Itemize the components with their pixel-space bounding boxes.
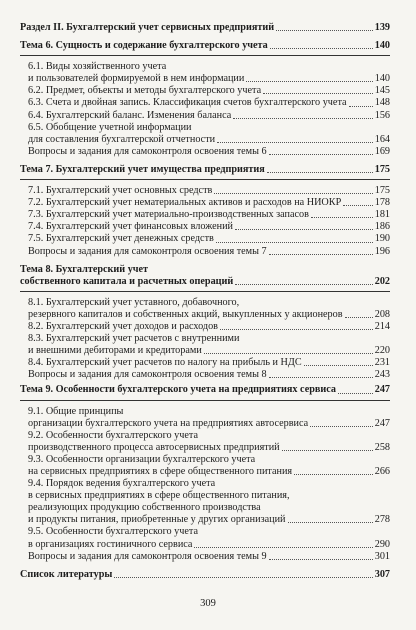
toc-entry-page: 169 [374, 145, 390, 157]
toc-entry[interactable] [20, 73, 390, 85]
toc-entry-page: 140 [374, 40, 390, 52]
toc-entry-title: 6.2. Предмет, объекты и методы бухгалтерского учета [28, 85, 262, 97]
dot-leader [267, 172, 373, 173]
dot-leader [338, 393, 373, 394]
toc-item-line: 9.4. Порядок ведения бухгалтерского учета [28, 478, 216, 490]
toc-entry[interactable] [20, 539, 390, 551]
dot-leader [282, 450, 373, 451]
toc-item-line: 6.5. Обобщение учетной информации [28, 121, 192, 133]
dot-leader [204, 353, 373, 354]
toc-item-line: реализующих продукцию собственного производства [28, 502, 261, 514]
toc-entry-page: 186 [374, 221, 390, 233]
toc-entry-page: 208 [374, 308, 390, 320]
dot-leader [304, 365, 373, 366]
divider [20, 55, 390, 56]
toc-entry-title: Раздел II. Бухгалтерский учет сервисных предприятий [20, 22, 275, 33]
toc-entry[interactable] [20, 309, 390, 321]
toc-item-line: 9.1. Общие принципы [28, 405, 124, 417]
dot-leader [220, 329, 373, 330]
toc-entry-page: 214 [374, 320, 390, 332]
toc-entry-page: 178 [374, 197, 390, 209]
toc-entry-page: 145 [374, 85, 390, 97]
toc-entry-title: Вопросы и задания для самоконтроля освоения темы 8 [28, 369, 267, 381]
toc-entry-title: 7.1. Бухгалтерский учет основных средств [28, 185, 213, 197]
dot-leader [269, 559, 373, 560]
toc-heading[interactable] [20, 569, 390, 581]
toc-entry-page: 190 [374, 233, 390, 245]
toc-entry[interactable] [20, 466, 390, 478]
toc-entry-title: 7.5. Бухгалтерский учет денежных средств [28, 233, 214, 245]
dot-leader [235, 284, 372, 285]
toc-entry-title: 7.4. Бухгалтерский учет финансовых вложений [28, 221, 233, 233]
toc-entry[interactable] [20, 146, 390, 158]
page-number: 309 [200, 598, 216, 609]
toc-entry[interactable] [20, 110, 390, 122]
toc-entry-title: Вопросы и задания для самоконтроля освоения темы 7 [28, 245, 267, 257]
dot-leader [235, 229, 373, 230]
toc-item-line: 6.1. Виды хозяйственного учета [28, 61, 167, 73]
toc-entry-title: 6.4. Бухгалтерский баланс. Изменения баланса [28, 109, 232, 121]
toc-entry[interactable] [20, 185, 390, 197]
table-of-contents [20, 22, 390, 581]
dot-leader [269, 377, 373, 378]
dot-leader [270, 48, 373, 49]
toc-entry[interactable] [20, 418, 390, 430]
toc-entry-page: 164 [374, 133, 390, 145]
toc-entry[interactable] [20, 209, 390, 221]
dot-leader [310, 426, 373, 427]
toc-entry[interactable] [20, 369, 390, 381]
toc-entry-title: 7.2. Бухгалтерский учет нематериальных активов и расходов на НИОКР [28, 197, 342, 209]
toc-entry-page: 181 [374, 209, 390, 221]
toc-entry-title: Вопросы и задания для самоконтроля освоения темы 6 [28, 145, 267, 157]
toc-item-line: 9.5. Особенности бухгалтерского учета [28, 526, 198, 538]
toc-heading[interactable] [20, 276, 390, 288]
toc-entry-page: 220 [374, 345, 390, 357]
toc-heading-line: Тема 8. Бухгалтерский учет [20, 263, 149, 275]
toc-item-line: 9.3. Особенности организации бухгалтерского учета [28, 453, 256, 465]
toc-entry-page: 247 [374, 417, 390, 429]
dot-leader [194, 547, 372, 548]
toc-entry[interactable] [20, 233, 390, 245]
toc-entry-page: 278 [374, 514, 390, 526]
toc-item-line: 9.2. Особенности бухгалтерского учета [28, 429, 198, 441]
toc-entry-page: 307 [374, 568, 390, 580]
dot-leader [345, 317, 373, 318]
dot-leader [263, 93, 373, 94]
dot-leader [276, 30, 373, 31]
toc-entry-page: 231 [374, 357, 390, 369]
toc-entry[interactable] [20, 345, 390, 357]
dot-leader [217, 142, 373, 143]
dot-leader [294, 474, 373, 475]
dot-leader [114, 577, 372, 578]
dot-leader [288, 522, 373, 523]
dot-leader [269, 254, 373, 255]
toc-entry[interactable] [20, 221, 390, 233]
toc-entry-page: 266 [374, 466, 390, 477]
toc-entry[interactable] [20, 321, 390, 333]
toc-entry-page: 247 [374, 384, 390, 396]
divider [20, 179, 390, 180]
toc-entry-page: 202 [374, 275, 390, 287]
dot-leader [343, 205, 372, 206]
toc-entry-page: 175 [374, 185, 390, 197]
toc-item-line: 8.3. Бухгалтерский учет расчетов с внутренними [28, 333, 240, 345]
toc-entry[interactable] [20, 551, 390, 563]
toc-entry-page: 301 [374, 550, 390, 562]
toc-heading[interactable] [20, 384, 390, 396]
toc-entry-page: 175 [374, 163, 390, 175]
dot-leader [349, 106, 373, 107]
toc-entry-page: 243 [374, 369, 390, 381]
toc-heading[interactable] [20, 164, 390, 176]
toc-entry-page: 196 [374, 245, 390, 257]
toc-entry-title: Тема 6. Сущность и содержание бухгалтерского учета [20, 40, 268, 52]
toc-heading[interactable] [20, 22, 390, 34]
toc-entry-page: 258 [374, 441, 390, 453]
toc-entry-title: 6.3. Счета и двойная запись. Классификация счетов бухгалтерского учета [28, 97, 347, 109]
toc-entry-title: в организациях гостиничного сервиса [28, 538, 193, 550]
toc-entry-title: 8.2. Бухгалтерский учет доходов и расходов [28, 320, 218, 332]
toc-entry-title: для составления бухгалтерской отчетности [28, 133, 216, 145]
toc-entry[interactable] [20, 85, 390, 97]
toc-entry[interactable] [20, 134, 390, 146]
toc-entry-page: 140 [374, 73, 390, 85]
dot-leader [233, 118, 372, 119]
toc-entry-page: 156 [374, 109, 390, 121]
toc-entry-page: 290 [374, 538, 390, 550]
toc-entry-title: и пользователей формируемой в нем информации [28, 73, 245, 85]
toc-entry-title: Тема 7. Бухгалтерский учет имущества предприятия [20, 163, 265, 175]
toc-entry-title: Вопросы и задания для самоконтроля освоения темы 9 [28, 550, 267, 562]
divider [20, 291, 390, 292]
dot-leader [214, 193, 372, 194]
toc-entry-title: Список литературы [20, 568, 113, 580]
toc-entry-page: 148 [374, 97, 390, 109]
toc-entry-title: собственного капитала и расчетных операций [20, 275, 234, 287]
toc-item-line: в сервисных предприятиях в сфере общественного питания, [28, 490, 290, 502]
toc-entry-title: 7.3. Бухгалтерский учет материально-производственных запасов [28, 209, 309, 221]
dot-leader [246, 81, 372, 82]
toc-item-line: 8.1. Бухгалтерский учет уставного, добавочного, [28, 296, 240, 308]
toc-entry[interactable] [20, 357, 390, 369]
toc-entry[interactable] [20, 442, 390, 454]
toc-entry[interactable] [20, 197, 390, 209]
toc-entry-title: Тема 9. Особенности бухгалтерского учета на предприятиях сервиса [20, 384, 337, 396]
toc-heading[interactable] [20, 40, 390, 52]
toc-entry-page: 139 [374, 22, 390, 33]
divider [20, 400, 390, 401]
toc-entry-title: организации бухгалтерского учета на предприятиях автосервиса [28, 417, 309, 429]
toc-entry[interactable] [20, 246, 390, 258]
dot-leader [311, 217, 373, 218]
toc-entry[interactable] [20, 514, 390, 526]
dot-leader [269, 154, 373, 155]
toc-entry-title: резервного капиталов и собственных акций, выкупленных у акционеров [28, 308, 343, 320]
toc-entry-title: производственного процесса автосервисных предприятий [28, 441, 280, 453]
toc-entry-title: и продукты питания, приобретенные у других организаций [28, 514, 286, 526]
toc-entry-title: 8.4. Бухгалтерский учет расчетов по налогу на прибыль и НДС [28, 357, 302, 369]
toc-entry-title: на сервисных предприятиях в сфере общественного питания [28, 466, 293, 477]
toc-entry[interactable] [20, 97, 390, 109]
toc-entry-title: и внешними дебиторами и кредиторами [28, 345, 202, 357]
dot-leader [216, 242, 373, 243]
